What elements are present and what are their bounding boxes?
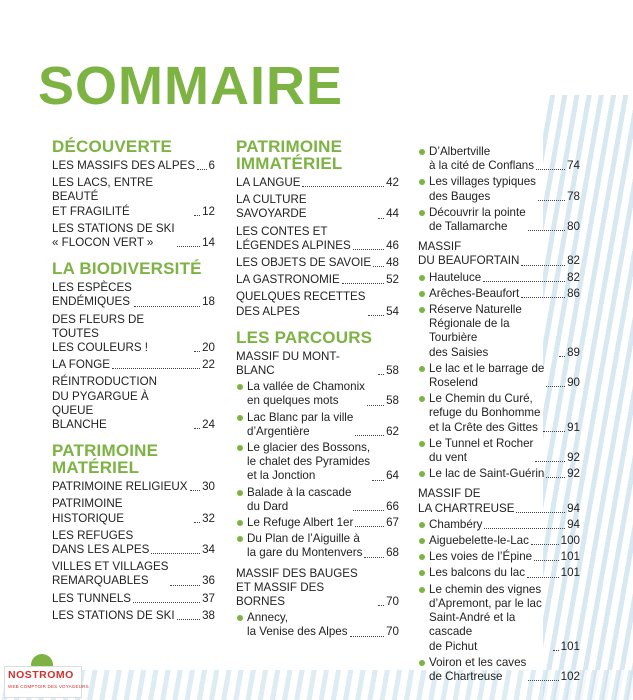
- toc-entry[interactable]: LES OBJETS DE SAVOIE 48: [236, 256, 399, 270]
- toc-sub-entry[interactable]: Le chemin des vignes d’Apremont, par le lac Saint-André et la cascade de Pichut 101: [418, 583, 580, 654]
- toc-entry[interactable]: LA GASTRONOMIE 52: [236, 273, 399, 287]
- toc-sub-entry[interactable]: Le Chemin du Curé, refuge du Bonhomme et la Crête des Gittes 91: [418, 392, 580, 435]
- toc-sub-entry[interactable]: La vallée de Chamonix en quelques mots 58: [236, 380, 399, 408]
- toc-entry[interactable]: LES MASSIFS DES ALPES 6: [52, 159, 215, 172]
- section-title: PATRIMOINE MATÉRIEL: [52, 441, 159, 478]
- toc-entry[interactable]: LES LACS, ENTRE BEAUTÉ ET FRAGILITÉ 12: [52, 176, 215, 218]
- toc-entry[interactable]: LES ESPÈCES ENDÉMIQUES 18: [52, 281, 215, 309]
- toc-sub-entry[interactable]: Les villages typiques des Bauges 78: [418, 175, 580, 203]
- toc-entry[interactable]: LES CONTES ET LÉGENDES ALPINES 46: [236, 224, 399, 252]
- logo-name: NOSTROMO: [8, 669, 74, 681]
- section-title: PATRIMOINE IMMATÉRIEL: [236, 137, 343, 173]
- section-title: LES PARCOURS: [236, 327, 373, 347]
- section-materiel: [52, 442, 215, 623]
- toc-sub-entry[interactable]: Aiguebelette-le-Lac 100: [418, 534, 580, 548]
- toc-entry[interactable]: PATRIMOINE HISTORIQUE 32: [52, 497, 215, 525]
- toc-entry[interactable]: LES STATIONS DE SKI 38: [52, 608, 215, 622]
- toc-sub-entry[interactable]: Chambéry 94: [418, 518, 580, 532]
- toc-entry[interactable]: LES TUNNELS 37: [52, 591, 215, 605]
- toc-entry[interactable]: PATRIMOINE RELIGIEUX 30: [52, 480, 215, 494]
- massif-chartreuse[interactable]: MASSIF DE LA CHARTREUSE 94: [418, 487, 580, 515]
- page-title: SOMMAIRE: [38, 56, 343, 116]
- toc-entry[interactable]: RÉINTRODUCTION DU PYGARGUE À QUEUE BLANCHE 24: [52, 375, 215, 432]
- toc-column-1: [52, 138, 215, 633]
- toc-entry[interactable]: LA CULTURE SAVOYARDE 44: [236, 193, 399, 221]
- toc-column-3: [418, 145, 580, 686]
- logo-tagline: WEB COMPTOIR DES VOYAGEURS: [8, 684, 89, 689]
- section-parcours: [236, 329, 399, 640]
- toc-sub-entry[interactable]: Le glacier des Bossons, le chalet des Pyramides et la Jonction 64: [236, 441, 399, 484]
- toc-entry[interactable]: LA LANGUE 42: [236, 176, 399, 189]
- toc-sub-entry[interactable]: Arêches-Beaufort 86: [418, 287, 580, 301]
- toc-sub-entry[interactable]: Lac Blanc par la ville d’Argentière 62: [236, 411, 399, 439]
- section-biodiversite: [52, 260, 215, 432]
- massif-bauges[interactable]: MASSIF DES BAUGES ET MASSIF DES BORNES 70: [236, 566, 399, 609]
- section-title: LA BIODIVERSITÉ: [52, 259, 202, 279]
- toc-sub-entry[interactable]: Les voies de l’Épine 101: [418, 550, 580, 564]
- toc-sub-entry[interactable]: Réserve Naturelle Régionale de la Tourbière des Saisies 89: [418, 303, 580, 360]
- toc-entry[interactable]: LES REFUGES DANS LES ALPES 34: [52, 528, 215, 557]
- toc-sub-entry[interactable]: Voiron et les caves de Chartreuse 102: [418, 656, 580, 684]
- section-decouverte: [52, 138, 215, 250]
- toc-entry[interactable]: VILLES ET VILLAGES REMARQUABLES 36: [52, 560, 215, 588]
- toc-sub-entry[interactable]: Découvrir la pointe de Tallamarche 80: [418, 206, 580, 234]
- toc-sub-entry[interactable]: Annecy, la Venise des Alpes 70: [236, 611, 399, 639]
- toc-sub-entry[interactable]: Le lac et le barrage de Roselend 90: [418, 362, 580, 390]
- toc-column-2: [236, 138, 399, 650]
- toc-sub-entry[interactable]: Le lac de Saint-Guérin 92: [418, 467, 580, 481]
- toc-entry[interactable]: LA FONGE 22: [52, 358, 215, 372]
- massif-mont-blanc[interactable]: MASSIF DU MONT-BLANC 58: [236, 349, 399, 378]
- toc-sub-entry[interactable]: Le Tunnel et Rocher du vent 92: [418, 437, 580, 465]
- nostromo-logo: [4, 654, 89, 696]
- section-immateriel: [236, 138, 399, 319]
- toc-sub-entry[interactable]: Les balcons du lac 101: [418, 566, 580, 580]
- toc-sub-entry[interactable]: Balade à la cascade du Dard 66: [236, 486, 399, 514]
- toc-sub-entry[interactable]: Du Plan de l’Aiguille à la gare du Montenvers 68: [236, 532, 399, 560]
- toc-sub-entry[interactable]: D’Albertville à la cité de Conflans 74: [418, 145, 580, 173]
- toc-entry[interactable]: DES FLEURS DE TOUTES LES COULEURS ! 20: [52, 312, 215, 355]
- toc-entry[interactable]: QUELQUES RECETTES DES ALPES 54: [236, 290, 399, 318]
- toc-sub-entry[interactable]: Hauteluce 82: [418, 271, 580, 285]
- toc-sub-entry[interactable]: Le Refuge Albert 1er 67: [236, 516, 399, 530]
- section-title: DÉCOUVERTE: [52, 137, 173, 156]
- massif-beaufortain[interactable]: MASSIF DU BEAUFORTAIN 82: [418, 240, 580, 268]
- toc-entry[interactable]: LES STATIONS DE SKI « FLOCON VERT » 14: [52, 221, 215, 250]
